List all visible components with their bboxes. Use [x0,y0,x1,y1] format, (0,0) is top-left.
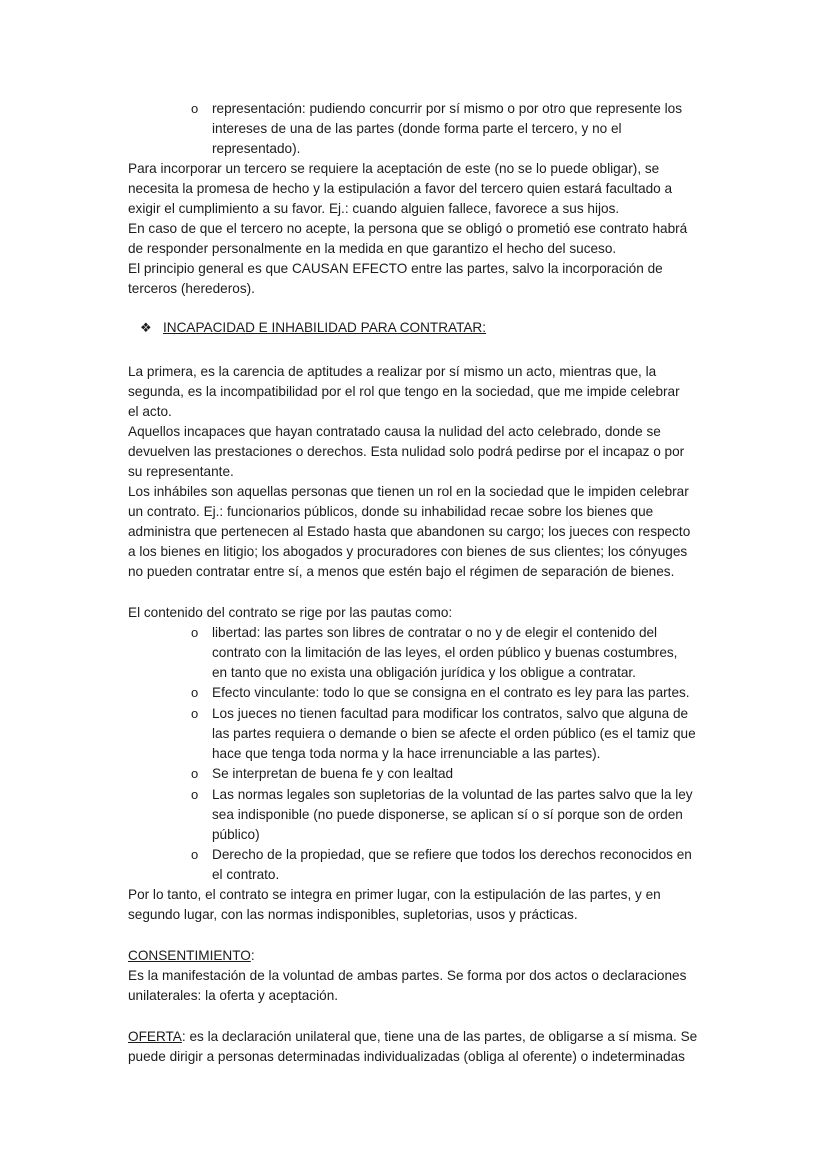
list-item-line: en tanto que no exista una obligación jurídica y los obligue a contratar. [212,665,636,680]
paragraph-line: Por lo tanto, el contrato se integra en primer lugar, con la estipulación de las partes, y en [128,887,661,902]
paragraph-line: su representante. [128,464,234,479]
oferta-paragraph-line [128,1027,697,1047]
hollow-bullet-icon: o [191,101,199,116]
hollow-bullet-icon: o [191,706,199,721]
paragraph-line: El principio general es que CAUSAN EFECTO entre las partes, salvo la incorporación de [128,261,663,276]
heading-colon: : [250,948,255,963]
paragraph-line: administra que pertenecen al Estado hasta que abandonen su cargo; los jueces con respecto [128,524,691,539]
list-item-line: público) [212,827,260,842]
paragraph-line: terceros (herederos). [128,281,255,296]
paragraph-line: segundo lugar, con las normas indisponibles, supletorias, usos y prácticas. [128,907,578,922]
list-item-line: Los jueces no tienen facultad para modificar los contratos, salvo que alguna de [212,706,689,721]
list-item-line: Las normas legales son supletorias de la voluntad de las partes salvo que la ley [212,787,693,802]
paragraph-line: el acto. [128,404,172,419]
list-item-line: Derecho de la propiedad, que se refiere que todos los derechos reconocidos en [212,847,692,862]
hollow-bullet-icon: o [191,685,199,700]
paragraph-line: un contrato. Ej.: funcionarios públicos, donde su inhabilidad recae sobre los bienes que [128,504,654,519]
hollow-bullet-icon: o [191,766,199,781]
paragraph-line: devuelven las prestaciones o derechos. Esta nulidad solo podrá pedirse por el incapaz o por [128,444,685,459]
paragraph-line: unilaterales: la oferta y aceptación. [128,988,339,1003]
consentimiento-label: CONSENTIMIENTO [128,948,251,963]
section-heading-consentimiento [128,946,255,966]
list-item-line: Se interpretan de buena fe y con lealtad [212,766,454,781]
list-item-line: Efecto vinculante: todo lo que se consigna en el contrato es ley para las partes. [212,685,690,700]
paragraph-line: Aquellos incapaces que hayan contratado causa la nulidad del acto celebrado, donde se [128,424,661,439]
list-item-line: las partes requiera o demande o bien se afecte el orden público (es el tamiz que [212,726,696,741]
oferta-text: : es la declaración unilateral que, tiene una de las partes, de obligarse a sí misma. Se [181,1029,698,1044]
paragraph-line: La primera, es la carencia de aptitudes a realizar por sí mismo un acto, mientras que, la [128,364,657,379]
paragraph-line: Para incorporar un tercero se requiere la aceptación de este (no se lo puede obligar), se [128,161,660,176]
hollow-bullet-icon: o [191,787,199,802]
paragraph-line: a los bienes en litigio; los abogados y procuradores con bienes de sus clientes; los cónyuges [128,544,688,559]
list-item-line: el contrato. [212,867,280,882]
list-item-line: contrato con la limitación de las leyes, el orden público y buenas costumbres, [212,645,678,660]
list-item-line: representado). [212,141,301,156]
oferta-label: OFERTA [128,1029,182,1044]
list-item-line: hace que tenga toda norma y la hace irrenunciable a las partes). [212,746,601,761]
paragraph-line: Es la manifestación de la voluntad de ambas partes. Se forma por dos actos o declaraciones [128,968,687,983]
paragraph-line: necesita la promesa de hecho y la estipulación a favor del tercero quien estará facultado a [128,181,673,196]
paragraph-line: exigir el cumplimiento a su favor. Ej.: cuando alguien fallece, favorece a sus hijos. [128,201,620,216]
list-item-line: representación: pudiendo concurrir por sí mismo o por otro que represente los [212,101,682,116]
hollow-bullet-icon: o [191,847,199,862]
list-item-line: libertad: las partes son libres de contratar o no y de elegir el contenido del [212,625,658,640]
paragraph-line: Los inhábiles son aquellas personas que tienen un rol en la sociedad que le impiden celebrar [128,484,689,499]
section-heading-incapacidad: INCAPACIDAD E INHABILIDAD PARA CONTRATAR: [163,320,487,335]
paragraph-line: no pueden contratar entre sí, a menos que estén bajo el régimen de separación de bienes. [128,564,675,579]
paragraph-line: segunda, es la incompatibilidad por el rol que tengo en la sociedad, que me impide celebrar [128,384,680,399]
paragraph-line: de responder personalmente en la medida en que garantizo el hecho del suceso. [128,241,617,256]
list-item-line: sea indisponible (no puede disponerse, se aplican sí o sí porque son de orden [212,807,683,822]
hollow-bullet-icon: o [191,625,199,640]
paragraph-line: El contenido del contrato se rige por las pautas como: [128,605,453,620]
list-item-line: intereses de una de las partes (donde forma parte el tercero, y no el [212,121,622,136]
paragraph-line: En caso de que el tercero no acepte, la persona que se obligó o prometió ese contrato habrá [128,221,688,236]
diamond-bullet-icon: ❖ [140,320,152,335]
paragraph-line: puede dirigir a personas determinadas individualizadas (obliga al oferente) o indeterminadas [128,1049,685,1064]
